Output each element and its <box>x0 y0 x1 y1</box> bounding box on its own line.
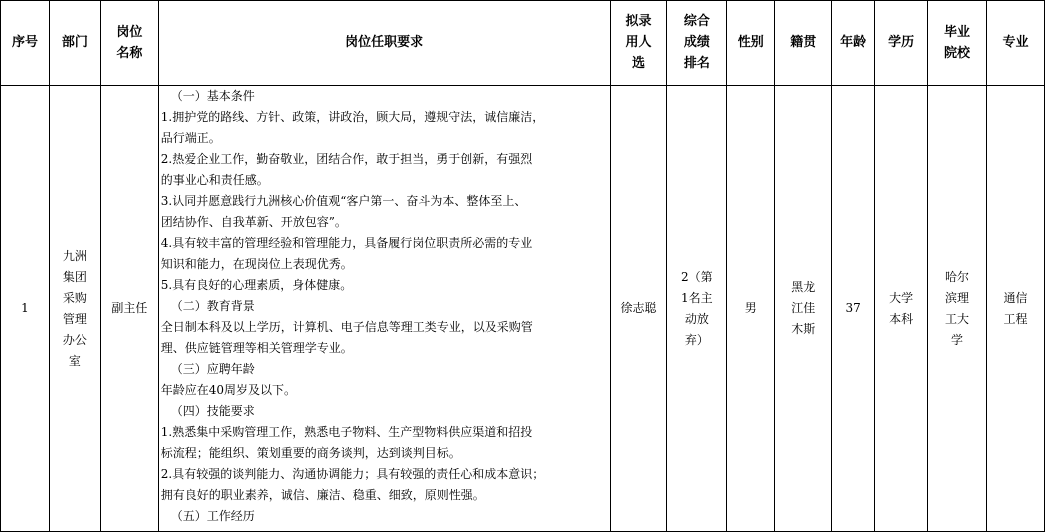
cell-age: 37 <box>832 86 875 532</box>
header-seq: 序号 <box>1 1 50 86</box>
cell-candidate: 徐志聪 <box>610 86 667 532</box>
header-dept: 部门 <box>49 1 100 86</box>
header-ranking: 综合成绩排名 <box>667 1 727 86</box>
cell-requirements <box>158 86 610 532</box>
header-requirements: 岗位任职要求 <box>158 1 610 86</box>
header-position-name: 岗位名称 <box>100 1 158 86</box>
requirement-line: 知识和能力，在现岗位上表现优秀。 <box>160 257 353 271</box>
requirement-heading: （二）教育背景 <box>170 299 255 313</box>
requirement-line: 的事业心和责任感。 <box>160 173 269 187</box>
requirement-line: 品行端正。 <box>160 131 221 145</box>
cell-seq: 1 <box>1 86 50 532</box>
header-origin: 籍贯 <box>775 1 832 86</box>
header-education: 学历 <box>875 1 928 86</box>
cell-position-name: 副主任 <box>100 86 158 532</box>
cell-school: 哈尔滨理工大学 <box>928 86 987 532</box>
requirement-line: 4.具有较丰富的管理经验和管理能力，具备履行岗位职责所必需的专业 <box>160 236 533 250</box>
header-school: 毕业院校 <box>928 1 987 86</box>
requirement-line: 5.具有良好的心理素质，身体健康。 <box>160 278 353 292</box>
requirement-heading: （四）技能要求 <box>170 404 255 418</box>
requirement-line: 理、供应链管理等相关管理学专业。 <box>160 341 353 355</box>
requirements-list <box>159 86 610 527</box>
requirement-line: 1.熟悉集中采购管理工作，熟悉电子物料、生产型物料供应渠道和招投 <box>160 425 533 439</box>
table-row <box>1 86 1045 532</box>
requirement-line: 拥有良好的职业素养，诚信、廉洁、稳重、细致，原则性强。 <box>160 488 485 502</box>
requirement-line: 全日制本科及以上学历，计算机、电子信息等理工类专业，以及采购管 <box>160 320 533 334</box>
requirement-line: 2.热爱企业工作，勤奋敬业，团结合作，敢于担当，勇于创新，有强烈 <box>160 152 533 166</box>
cell-gender: 男 <box>727 86 775 532</box>
requirement-line: 1.拥护党的路线、方针、政策，讲政治，顾大局，遵规守法，诚信廉洁， <box>160 110 545 124</box>
cell-education: 大学本科 <box>875 86 928 532</box>
requirement-line: 2.具有较强的谈判能力、沟通协调能力；具有较强的责任心和成本意识； <box>160 467 545 481</box>
requirement-heading: （一）基本条件 <box>170 89 255 103</box>
cell-origin: 黑龙江佳木斯 <box>775 86 832 532</box>
header-row <box>1 1 1045 86</box>
requirement-heading: （三）应聘年龄 <box>170 362 255 376</box>
header-candidate: 拟录用人选 <box>610 1 667 86</box>
header-gender: 性别 <box>727 1 775 86</box>
header-age: 年龄 <box>832 1 875 86</box>
requirement-heading: （五）工作经历 <box>170 509 255 523</box>
requirement-line: 年龄应在40周岁及以下。 <box>160 383 297 397</box>
cell-dept: 九洲集团采购管理办公室 <box>49 86 100 532</box>
header-major: 专业 <box>986 1 1044 86</box>
requirement-line: 3.认同并愿意践行九洲核心价值观“客户第一、奋斗为本、整体至上、 <box>160 194 527 208</box>
cell-ranking: 2（第1名主动放弃） <box>667 86 727 532</box>
requirement-line: 团结协作、自我革新、开放包容”。 <box>160 215 347 229</box>
requirement-line: 标流程；能组织、策划重要的商务谈判，达到谈判目标。 <box>160 446 461 460</box>
cell-major: 通信工程 <box>986 86 1044 532</box>
